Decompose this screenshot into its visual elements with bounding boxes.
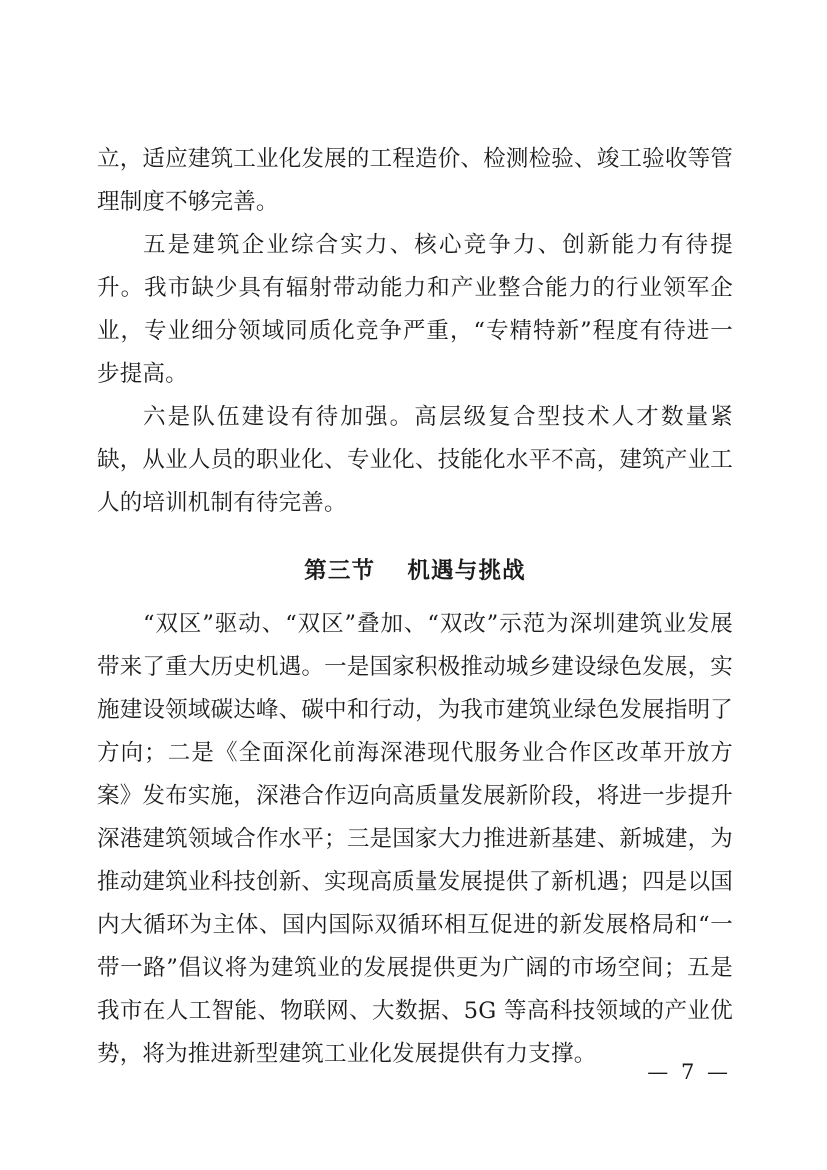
spacer bbox=[97, 525, 733, 534]
page-content bbox=[97, 138, 733, 1076]
section-title-text: 机遇与挑战 bbox=[407, 558, 526, 584]
section-number: 第三节 bbox=[304, 558, 376, 584]
section-heading bbox=[97, 550, 733, 593]
paragraph-continuation: 立，适应建筑工业化发展的工程造价、检测检验、竣工验收等管理制度不够完善。 bbox=[97, 146, 733, 215]
paragraph-point-six: 六是队伍建设有待加强。高层级复合型技术人才数量紧缺，从业人员的职业化、专业化、技能化水平不高，建筑产业工人的培训机制有待完善。 bbox=[97, 404, 733, 516]
page-number: — 7 — bbox=[647, 1060, 731, 1084]
paragraph-point-five: 五是建筑企业综合实力、核心竞争力、创新能力有待提升。我市缺少具有辐射带动能力和产业整合能力的行业领军企业，专业细分领域同质化竞争严重，“专精特新”程度有待进一步提高。 bbox=[97, 232, 733, 387]
paragraph-opportunities: “双区”驱动、“双区”叠加、“双改”示范为深圳建筑业发展带来了重大历史机遇。一是国家积极推动城乡建设绿色发展，实施建设领域碳达峰、碳中和行动，为我市建筑业绿色发展指明了方向；二是《全面深化前海深港现代服务业合作区改革开放方案》发布实施，深港合作迈向高质量发展新阶段，将进一步提升深港建筑领域合作水平；三是国家大力推进新基建、新城建，为推动建筑业科技创新、实现高质量发展提供了新机遇；四是以国内大循环为主体、国内国际双循环相互促进的新发展格局和“一带一路”倡议将为建筑业的发展提供更为广阔的市场空间；五是我市在人工智能、物联网、大数据、5G 等高科技领域的产业优势，将为推进新型建筑工业化发展提供有力支撑。 bbox=[97, 611, 733, 1067]
